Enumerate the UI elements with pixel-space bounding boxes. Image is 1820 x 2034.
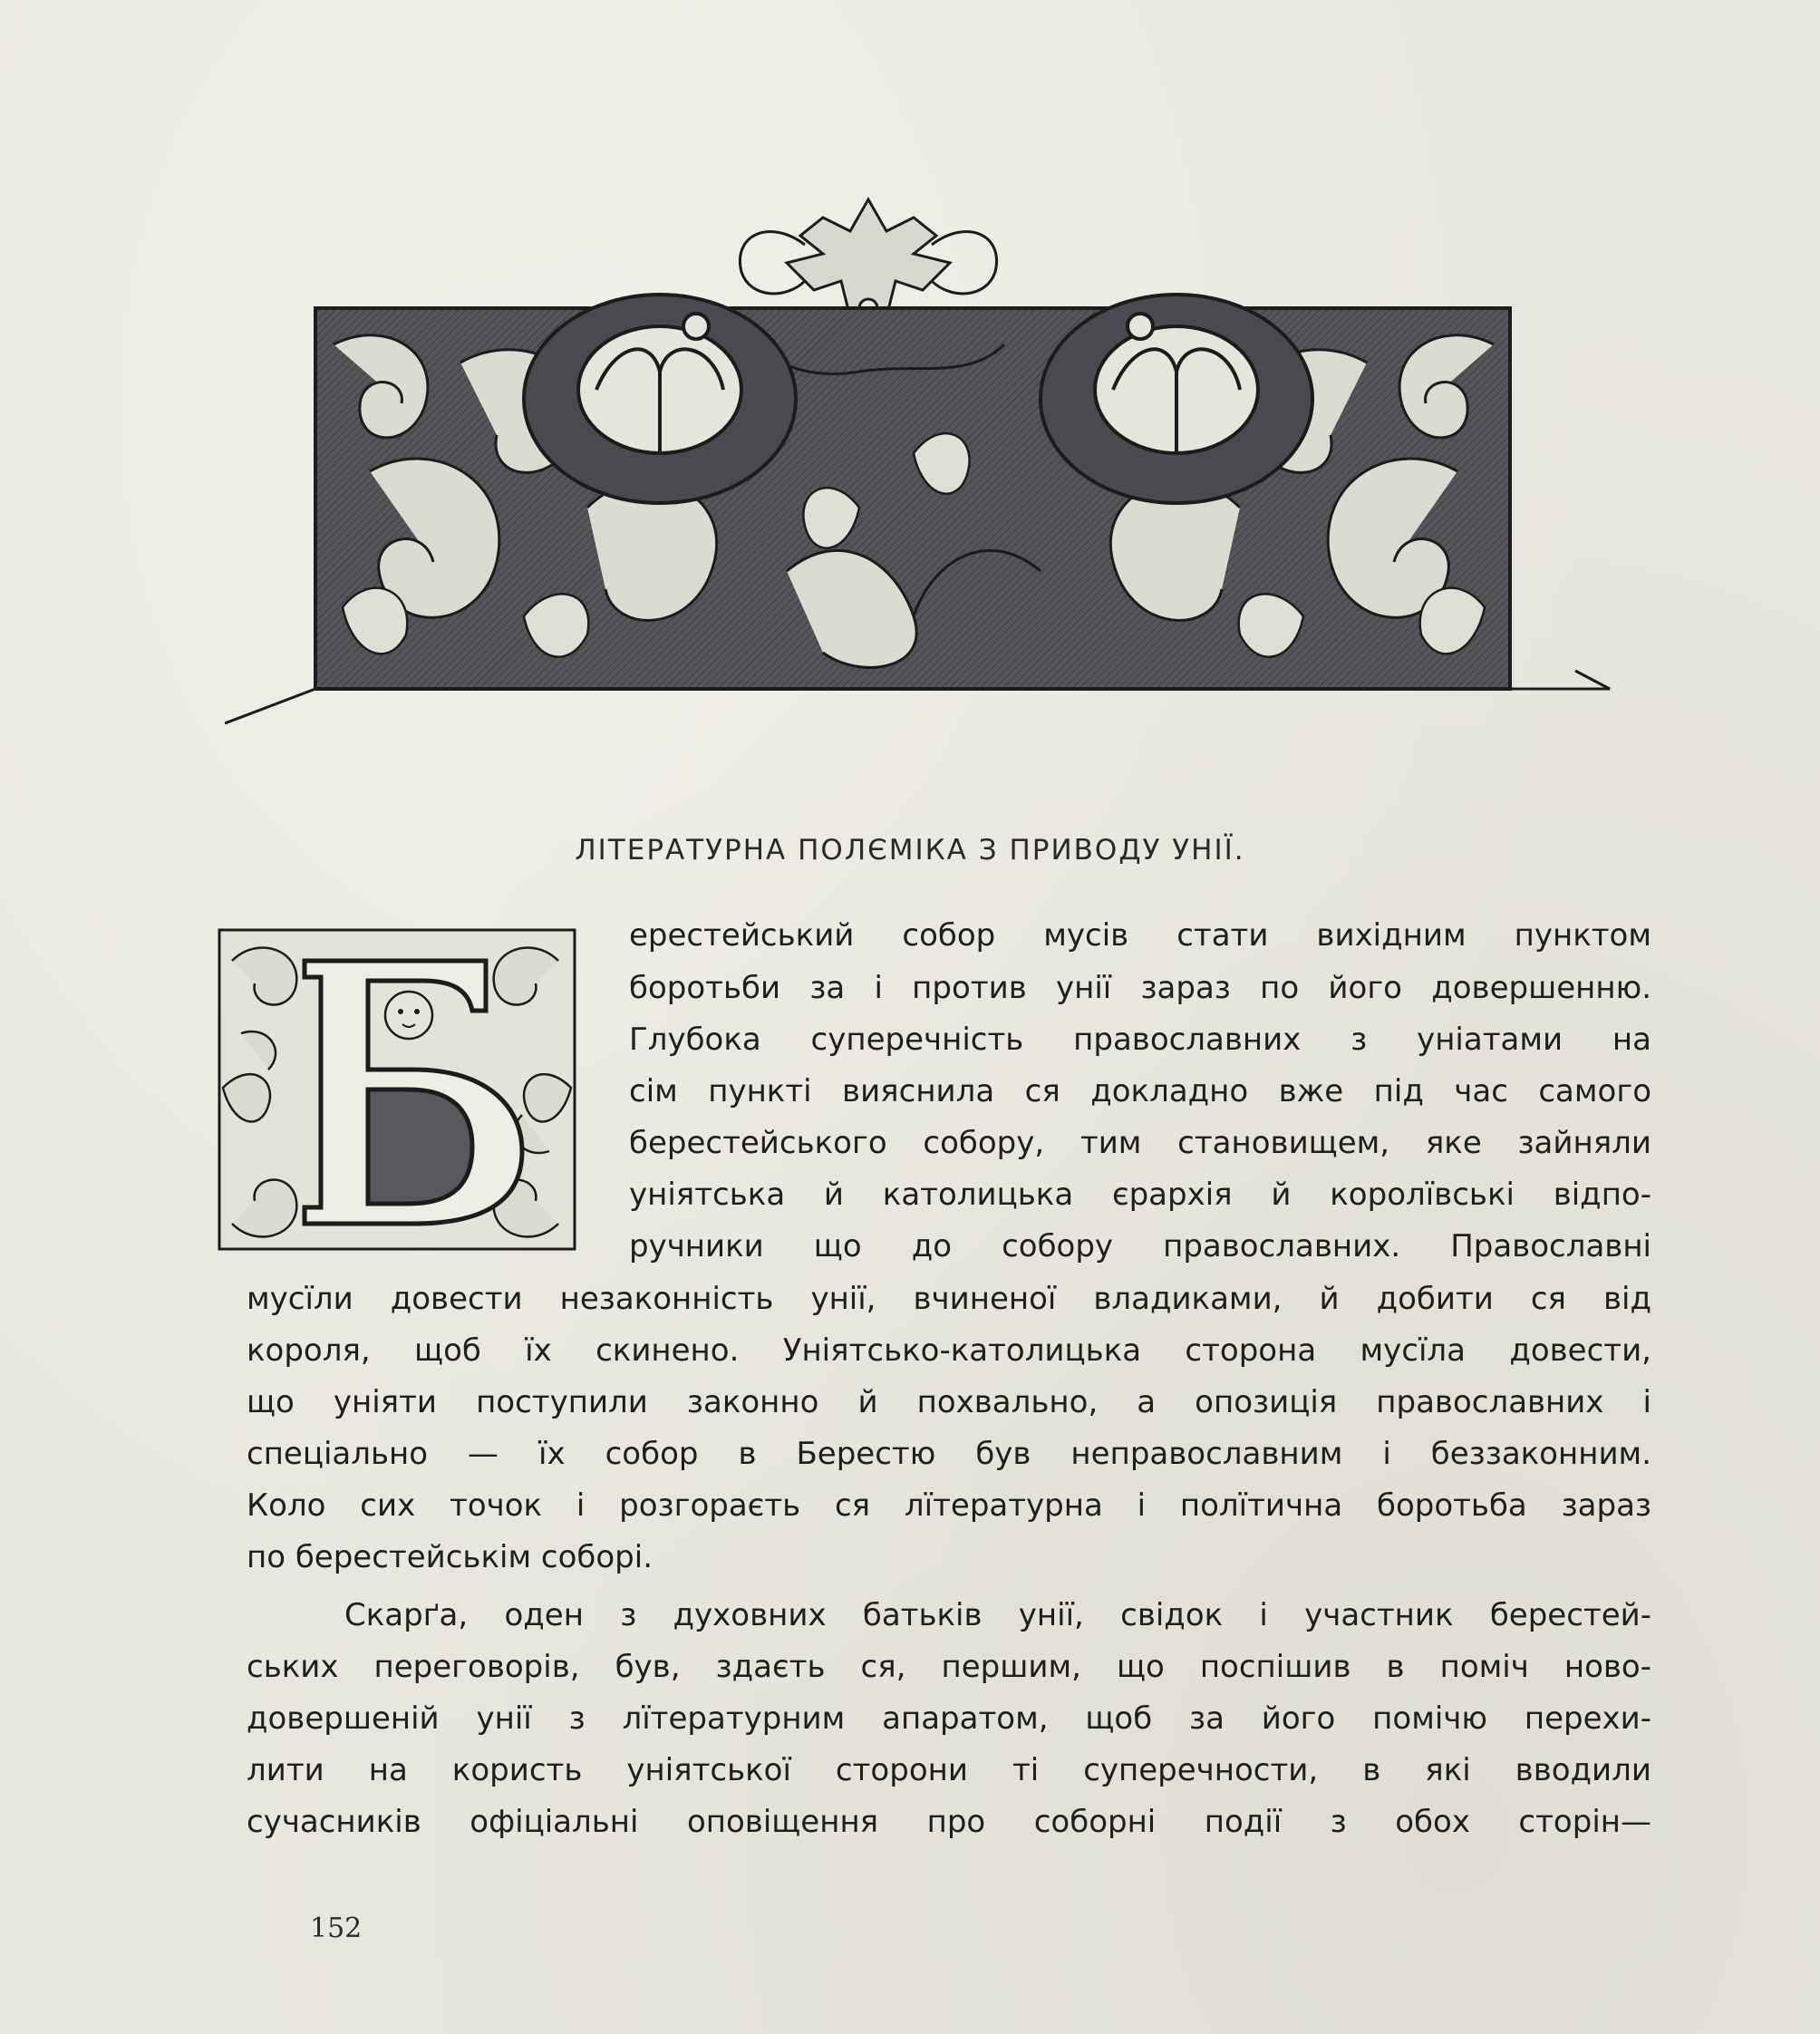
text-line: довершеній унії з лїтературним апаратом, щоб за його помічю перехи- (247, 1700, 1651, 1737)
text-line: ручники що до собору православних. Православні (629, 1228, 1651, 1264)
text-line: по берестейськім соборі. (247, 1539, 653, 1575)
text-line: сім пункті вияснила ся докладно вже під час самого (629, 1073, 1651, 1109)
text-line: уніятська й католицька єрархія й королївські відпо- (629, 1177, 1651, 1213)
text-line: Коло сих точок і розгораєть ся лїтературна і полїтична боротьба зараз (247, 1487, 1651, 1524)
text-line: берестейського собору, тим становищем, яке зайняли (629, 1125, 1651, 1161)
text-line: короля, щоб їх скинено. Уніятсько-католицька сторона мусїла довести, (247, 1332, 1651, 1369)
text-line: лити на користь уніятської сторони ті суперечности, в які вводили (247, 1752, 1651, 1788)
text-line: боротьби за і против унії зараз по його довершенню. (629, 970, 1651, 1006)
page-number: 152 (310, 1913, 363, 1944)
chapter-title: ЛІТЕРАТУРНА ПОЛЄМІКА З ПРИВОДУ УНІЇ. (575, 834, 1245, 867)
text-line: спеціально — їх собор в Берестю був неправославним і беззаконним. (247, 1436, 1651, 1472)
text-line: сучасників офіціальні оповіщення про соборні події з обох сторін— (247, 1804, 1651, 1840)
ornamental-headpiece (225, 181, 1612, 736)
drop-cap-initial (214, 925, 580, 1262)
text-line: ерестейський собор мусів стати вихідним пунктом (629, 917, 1651, 954)
text-line: що уніяти поступили законно й похвально, а опозиція православних і (247, 1384, 1651, 1420)
text-line: мусїли довести незаконність унії, вчиненої владиками, й добити ся від (247, 1281, 1651, 1317)
text-line: Глубока суперечність православних з уніатами на (629, 1022, 1651, 1058)
text-line: ських переговорів, був, здаєть ся, першим, що поспішив в поміч ново- (247, 1649, 1651, 1685)
text-line: Скарґа, оден з духовних батьків унії, свідок і участник берестей- (344, 1597, 1651, 1633)
